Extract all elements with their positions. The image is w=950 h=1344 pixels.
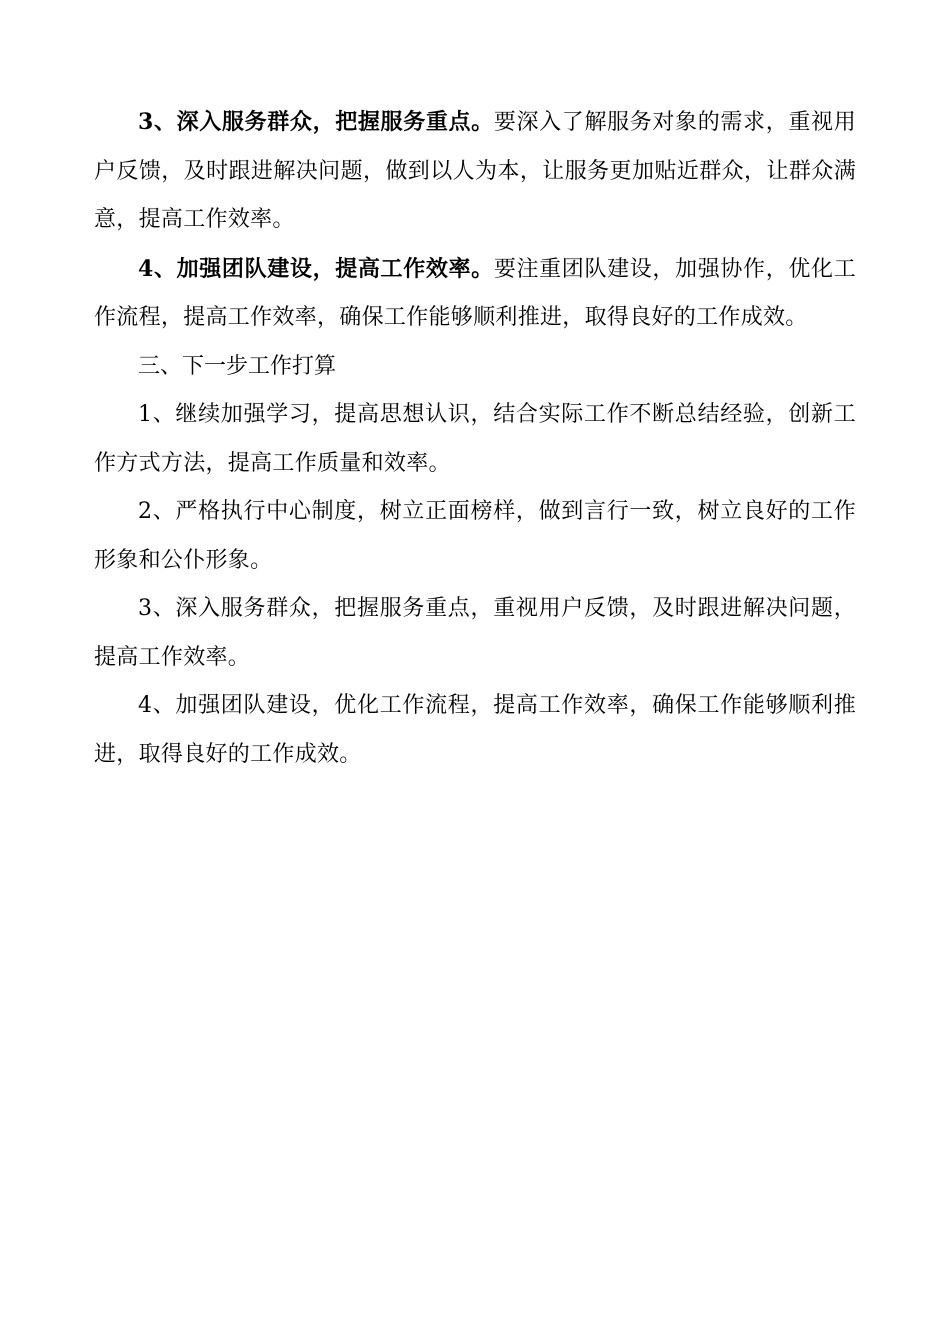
section-heading: 三、下一步工作打算 (138, 353, 337, 379)
paragraph-team-text: 要注重团队建设，加强协作，优化工作流程，提高工作效率，确保工作能够顺利推进，取得良好的工作成效。 (94, 256, 856, 330)
paragraph-service (94, 98, 856, 245)
paragraph-service-lead: 3、深入服务群众，把握服务重点。 (138, 109, 494, 135)
document-body (94, 98, 856, 779)
plan-item-2: 2、严格执行中心制度，树立正面榜样，做到言行一致，树立良好的工作形象和公仆形象。 (94, 499, 856, 573)
paragraph-service-text: 要深入了解服务对象的需求，重视用户反馈，及时跟进解决问题，做到以人为本，让服务更加贴近群众，让群众满意，提高工作效率。 (94, 110, 856, 232)
plan-item-3: 3、深入服务群众，把握服务重点，重视用户反馈，及时跟进解决问题，提高工作效率。 (94, 596, 856, 670)
plan-item-4: 4、加强团队建设，优化工作流程，提高工作效率，确保工作能够顺利推进，取得良好的工作成效。 (94, 693, 856, 767)
paragraph-team (94, 245, 856, 343)
plan-item-1: 1、继续加强学习，提高思想认识，结合实际工作不断总结经验，创新工作方式方法，提高工作质量和效率。 (94, 402, 856, 476)
paragraph-team-lead: 4、加强团队建设，提高工作效率。 (138, 255, 494, 282)
